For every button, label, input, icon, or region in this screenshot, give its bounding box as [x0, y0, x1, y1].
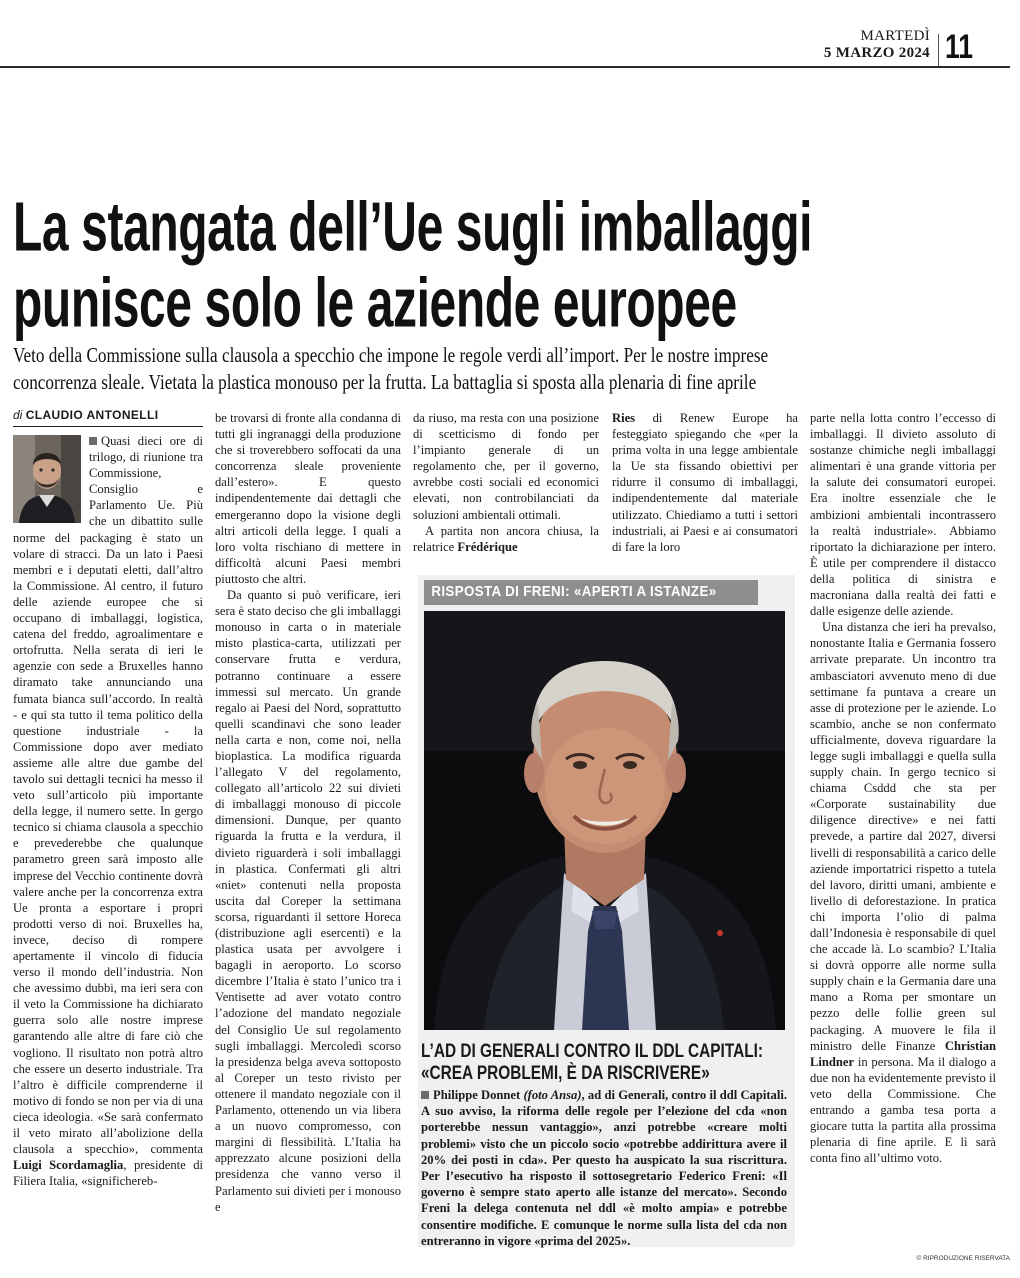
sidebar-kicker-text: RISPOSTA DI FRENI: «APERTI A ISTANZE»	[431, 584, 717, 600]
article-c3-paragraph-2: A partita non ancora chiusa, la relatrice	[413, 523, 599, 554]
article-c1-paragraph-1: Quasi dieci ore di trilogo, di riunione tra Commissione, Consiglio e Parlamento Ue. Più che un dibattito sulle norme del packaging è stato un volare di stracci. Da un lato i Paesi membri e i deputati eletti, dall’altro la Commissione. Al centro, il futuro delle aziende europee che si occupano di imballaggi, logistica, catena del freddo, agroalimentare e ortofrutta. Nella serata di ieri le agenzie con sede a Bruxelles hanno diramato take annunciando una fumata bianca sull’accordo. In realtà - e qui sta tutto il tema politico della questione industriale - la Commissione dopo aver mediato assieme alle altre due gambe del tavolo sui dettagli tecnici ha messo il veto sull’articolo più importante della legge, il numero sette. In gergo tecnico si chiama clausola a specchio e prevederebbe che qualunque parametro green sarà imposto alle imprese del Vecchio continente dovrà valere anche per la concorrenza extra Ue pronta a esportare i propri prodotti verso di noi. Bruxelles ha, invece, deciso di rompere apertamente il vincolo di fiducia verso il mondo dell’industria. Non che avessimo dubbi, ma ieri sera con il veto la Commissione ha dichiarato guerra solo alle nostre imprese garantendo alle altre di fare ciò che vogliono. Il risultato non potrà altro che essere un deserto industriale. Tra l’altro è difficile comprenderne il motivo di fondo se non per via di una cieca ideologia. «Se sarà confermato il veto mirato all’abolizione della clausola a specchio», commenta	[13, 434, 203, 1157]
author-photo	[13, 435, 81, 523]
article-c5-paragraph-1: parte nella lotta contro l’eccesso di imballaggi. Il divieto assoluto di sostanze chimiche negli imballaggi alimentari è una grande vittoria per la salute dei consumatori europei. Era inoltre essenziale che le ambizioni ambientali incontrassero la realtà industriale». Abbiamo riportato la dichiarazione per intero. È utile per comprendere il distacco della politica di sinistra e macroniana dalla realtà dei fatti e dalle esigenze delle aziende.	[810, 411, 996, 619]
subheadline-line-1: Veto della Commissione sulla clausola a specchio che impone le regole verdi all’import. Per le nostre imprese	[13, 343, 769, 367]
caption-credit: (foto Ansa)	[523, 1088, 582, 1102]
byline-author: CLAUDIO ANTONELLI	[25, 408, 159, 422]
byline	[13, 408, 203, 422]
masthead-date: 5 MARZO 2024	[823, 45, 930, 61]
byline-rule	[13, 426, 203, 427]
caption-text: , ad di Generali, contro il ddl Capitali. A suo avviso, la riforma delle regole per l’elezione del cda «non porterebbe nessun vantaggio», anzi potrebbe «creare molti problemi» visto che un piccolo socio «potrebbe addirittura avere il 20% dei posti in cda». Per questo ha auspicato la sua riscrittura. Per l’esecutivo ha risposto il sottosegretario Federico Freni: «Il governo è sempre stato aperto alle istanze del mercato». Secondo Freni la delega contenuta nel ddl «è molto ampia» e potrebbe consentire modifiche. E comunque le norme sulla lista del cda non entreranno in vigore «prima del 2025».	[421, 1088, 787, 1248]
article-column-3	[413, 410, 599, 570]
article-c4-paragraph-1: di Renew Europe ha festeggiato spiegando che «per la prima volta in una legge ambientale la Ue sta fissando obiettivi per ridurre il consumo di imballaggi, indipendentemente dal materiale utilizzato. Chiediamo a tutti i settori industriali, ai Paesi e ai consumatori di fare la loro	[612, 411, 798, 554]
byline-prefix: di	[13, 408, 23, 422]
article-c2-paragraph-2: Da quanto si può verificare, ieri sera è stato deciso che gli imballaggi monouso in carta o in materiale misto plastica-carta, utilizzati per conservare frutta e verdura, potranno continuare a essere immessi sul mercato. Un grande regalo ai Paesi del Nord, soprattutto quelli scandinavi che sono leader nella carta e non, come noi, nella bioplastica. La modifica riguarda l’allegato V del regolamento, collegato all’articolo 22 sui divieti di imballaggi monouso di piccole dimensioni. Dunque, per quanto riguarda la frutta e la verdura, il divieto riguarderà i soli imballaggi in plastica. Confermati gli altri «niet» contenuti nella proposta uscita dal Coreper la settimana scorsa, riguardanti il settore Horeca (distribuzione agli esercenti) e la plastica usata per avvolgere i bagagli in aeroporto. Lo scorso dicembre l’Italia è stato l’unico tra i Ventisette ad aver votato contro l’adozione del mandato negoziale del Consiglio Ue sul regolamento sugli imballaggi. Mercoledì scorso la presidenza belga aveva sottoposto al Coreper un testo rivisto per ottenere il mandato negoziale con il Parlamento, ottenendo un via libera a un nuovo compromesso, con margini di flessibilità. L’Italia ha apprezzato alcune posizioni della presidenza che vanno verso il Parlamento sui divieti per i monouso e	[215, 588, 401, 1214]
lead-square-icon	[89, 437, 97, 445]
article-column-4	[612, 410, 798, 570]
masthead-rule	[0, 66, 1010, 68]
article-c1-tail: , presidente di Filiera Italia, «significhereb-	[13, 1158, 203, 1189]
article-column-2	[215, 410, 401, 1263]
article-c3-paragraph-1: da riuso, ma resta con una posizione di scetticismo di fondo per l’impianto generale di un regolamento che, per il governo, avrebbe costi sociali ed economici elevati, non controbilanciati da soluzioni ambientali ottimali.	[413, 411, 599, 522]
article-c1-name: Luigi Scordamaglia	[13, 1158, 124, 1173]
sidebar-title-line-1: L’AD DI GENERALI CONTRO IL DDL CAPITALI:	[421, 1041, 764, 1062]
headline-line-2: punisce solo le aziende europee	[13, 264, 737, 342]
caption-square-icon	[421, 1091, 429, 1099]
sidebar-title-line-2: «CREA PROBLEMI, È DA RISCRIVERE»	[421, 1063, 710, 1084]
article-c5-tail: in persona. Ma il dialogo a due non ha evidentemente previsto il veto della Commissione. Che entrando a gamba tesa porta a giocare tutta la partita alla prossima plenaria di fine aprile. E lì sarà conta fino all’ultimo voto.	[810, 1054, 996, 1166]
headline-line-1: La stangata dell’Ue sugli imballaggi	[13, 188, 813, 266]
copyright-notice: © RIPRODUZIONE RISERVATA	[916, 1255, 1010, 1262]
article-c3-name: Frédérique	[457, 539, 518, 554]
caption-name: Philippe Donnet	[433, 1088, 521, 1102]
article-c5-paragraph-2: Una distanza che ieri ha prevalso, nonostante Italia e Germania fossero arrivate preparate. Un incontro tra ambasciatori avvenuto meno di due settimane fa puntava a creare un asse di protezione per le aziende. Lo scambio, anche se non confermato ufficialmente, doveva riguardare la legge sugli imballaggi e quella sulla supply chain. In gergo tecnico si chiama Csddd che sta per «Corporate sustainability due diligence directive» e nei fatti prevede, a partire dal 2027, diversi livelli di responsabilità a carico delle aziende importatrici rispetto a tutela del lavoro, diritti umani, ambiente e livello di deforestazione. In pratica chi importa l’olio di palma dall’Indonesia è responsabile di quel che accade là. Lo scambio? L’Italia si dovrà opporre alle norme sulla supply chain e la Germania dare una mano a Roma per smontare un pezzo delle follie green sul packaging. A muovere le fila il ministro delle Finanze	[810, 620, 996, 1053]
masthead-day: MARTEDÌ	[860, 28, 930, 44]
subheadline-line-2: concorrenza sleale. Vietata la plastica monouso per la frutta. La battaglia si sposta alla plenaria di fine aprile	[13, 370, 757, 394]
article-c2-paragraph-1: be trovarsi di fronte alla condanna di tutti gli ingranaggi della produzione che si troverebbero soffocati da una concorrenza sleale proveniente dall’estero». E questo indipendentemente dai dettagli che emergeranno dopo la visione degli altri articoli della legge. I quali a loro volta rischiano di mettere in difficoltà alcuni Paesi membri piuttosto che altri.	[215, 411, 401, 586]
portrait-photo	[424, 611, 785, 1030]
masthead-divider	[938, 34, 939, 66]
sidebar-caption	[421, 1087, 787, 1249]
sidebar-kicker	[424, 580, 758, 605]
page-number: 11	[945, 28, 974, 66]
article-c5-name: Christian Lindner	[810, 1038, 996, 1069]
article-column-1	[13, 433, 203, 1263]
article-c4-name: Ries	[612, 411, 636, 425]
article-column-5	[810, 410, 996, 1263]
